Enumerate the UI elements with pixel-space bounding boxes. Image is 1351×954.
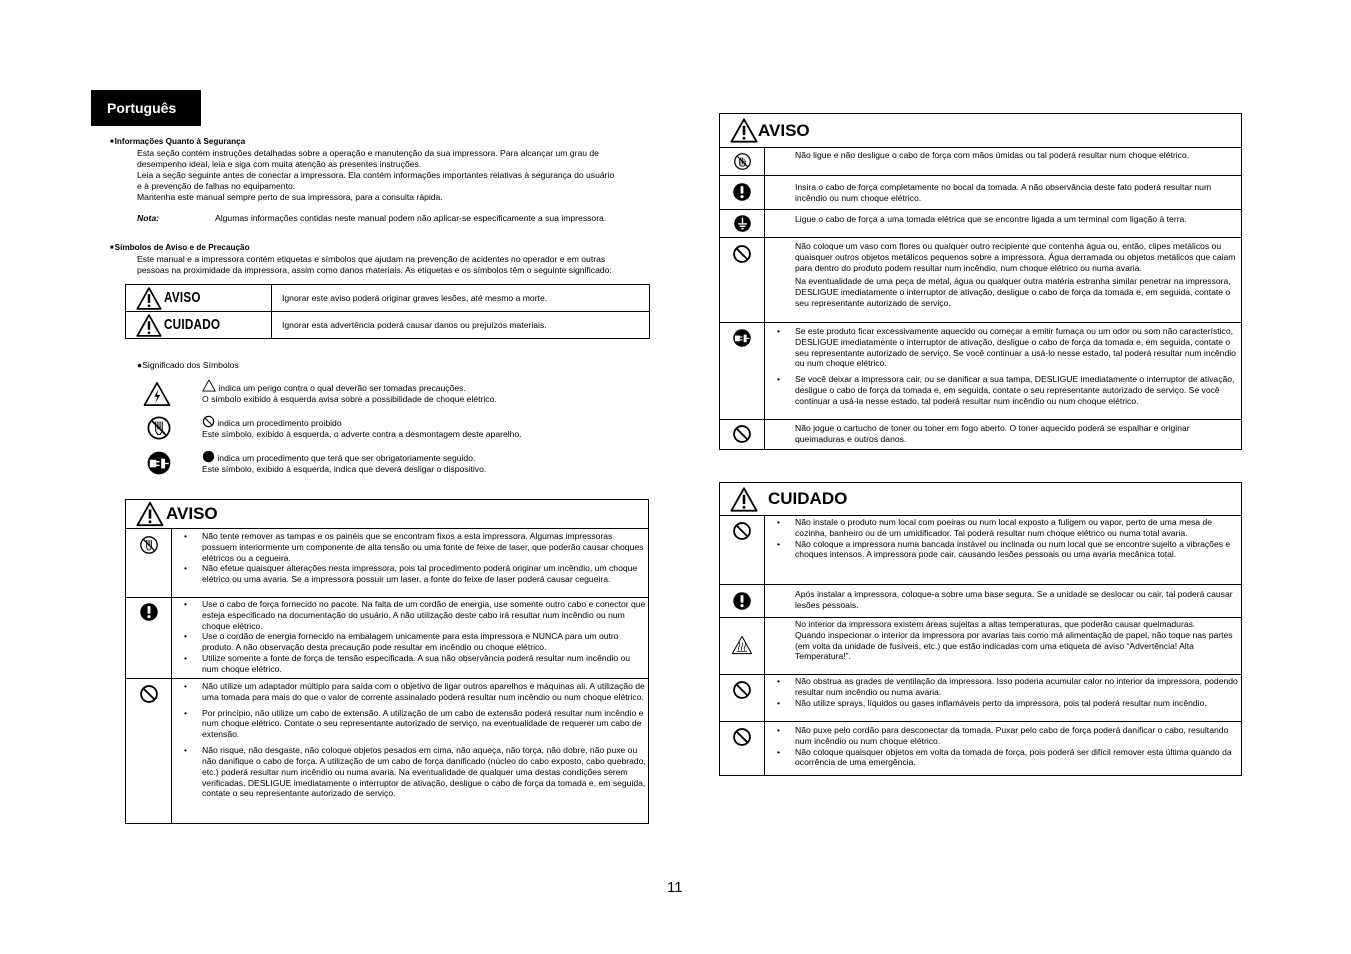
row-text (765, 148, 1241, 175)
symbols-line: Este manual e a impressora contém etiquetas e símbolos que ajudam na prevenção de acidentes no operador e em outras (137, 254, 606, 264)
ground-icon (733, 214, 752, 233)
symbols-meaning-title: ●Significado dos Símbolos (137, 360, 239, 370)
icon-cell (720, 618, 765, 674)
safety-heading: ■ Informações Quanto à Segurança (110, 137, 245, 148)
caution-triangle-icon (136, 313, 162, 338)
warning-row (720, 323, 1241, 420)
mandatory-dot-icon (202, 450, 215, 463)
triangle-shock-icon (143, 381, 171, 407)
signal-row-cuidado (126, 312, 650, 339)
symbol-meaning-text (202, 379, 682, 405)
warning-row (720, 420, 1241, 449)
bullet-item: • Não coloque a impressora numa bancada instável ou inclinada ou num local que se encontre sujeito a vibrações e choques intensos. A impressora pode cair, causando lesões pessoais ou uma avaria mecânica total. (765, 539, 1241, 561)
no-disassemble-icon (146, 415, 172, 441)
bullet-item: • Não utilize um adaptador múltiplo para saída com o objetivo de ligar outros aparelhos e máquinas ali. A utilização de uma tomada para mais do que o valor de corrente assinalado poderá resultar num incêndio ou num choque elétrico. (172, 681, 648, 703)
bullet-item: • Não risque, não desgaste, não coloque objetos pesados em cima, não aqueça, não torça, não dobre, não puxe ou não danifique o cabo de força. A utilização de um cabo de força danificado (núcleo do cabo exposto, cabo quebrado, etc.) poderá resultar num incêndio ou numa avaria. Na eventualidade de qualquer uma destas condições serem verificadas, DESLIGUE imediatamente o interruptor de ativação, desligue o cabo de força da tomada e, em seguida, contate o seu representante autorizado de serviço. (172, 745, 648, 799)
bullet-item: • Use o cabo de força fornecido no pacote. Na falta de um cordão de energia, use somente outro cabo e conector que esteja especificado na documentação do usuário. A não utilização deste cabo irá resultar num incêndio ou num choque elétrico. (172, 599, 648, 631)
warning-triangle-icon (136, 286, 162, 311)
caution-row (720, 585, 1241, 618)
triangle-icon (202, 379, 216, 392)
safety-line: Leia a seção seguinte antes de conectar a impressora. Ela contém informações importantes relativas à segurança do usuário (137, 170, 615, 180)
symbols-line: pessoas na proximidade da impressora, assim como danos materiais. As etiquetas e os símbolos têm o seguinte significado: (137, 265, 612, 275)
row-text (765, 210, 1241, 237)
signal-desc: Ignorar esta advertência poderá causar danos ou prejuízos materiais. (272, 312, 650, 339)
row-text (765, 585, 1241, 617)
meaning-line: indica um perigo contra o qual deverão ser tomadas precauções. (218, 383, 466, 393)
warning-row (126, 679, 648, 823)
row-paragraph: Quando inspecionar o interior da impressora por avarias tais como má alimentação de papel, não toque nas partes (em volta da unidade de fusíveis, etc.) que estão indicadas com uma etiqueta de aviso “Advertência! Alta Temperatura!”. (795, 629, 1233, 662)
icon-cell (126, 529, 172, 597)
bullet-item: • Não puxe pelo cordão para desconectar da tomada. Puxar pelo cabo de força poderá danificar o cabo, resultando num incêndio ou num choque elétrico. (765, 725, 1241, 747)
caution-row (720, 722, 1241, 775)
symbols-intro (137, 254, 677, 276)
symbols-heading: ■ Símbolos de Aviso e de Precaução (110, 243, 250, 254)
prohibited-icon (732, 244, 752, 264)
bullet-item: • Não obstrua as grades de ventilação da impressora. Isso poderia acumular calor no interior da impressora, podendo resultar num incêndio ou numa avaria. (765, 676, 1241, 698)
box-title: AVISO (758, 120, 810, 140)
signal-word-table (125, 284, 650, 339)
warning-row (720, 210, 1241, 238)
signal-word: CUIDADO (164, 316, 221, 334)
row-paragraph: Não coloque um vaso com flores ou qualquer outro recipiente que contenha água ou, então, clipes metálicos ou quaisquer outros objetos metálicos pequenos sobre a impressora. Água derramada ou objetos metálicos que caiam para dentro do produto podem resultar num incêndio, num choque elétrico ou numa avaria. (795, 241, 1236, 273)
safety-intro (137, 148, 677, 203)
row-text (765, 323, 1241, 419)
right-cuidado-box (719, 482, 1242, 776)
bullet-item: • Não coloque quaisquer objetos em volta da tomada de força, pois poderá ser difícil remover esta última quando da ocorrência de uma emergência. (765, 747, 1241, 769)
warning-row (126, 529, 648, 598)
meaning-line: O símbolo exibido à esquerda avisa sobre a possibilidade de choque elétrico. (202, 394, 497, 405)
caution-row (720, 618, 1241, 675)
box-title: AVISO (166, 504, 218, 524)
safety-line: e à prevenção de falhas no equipamento. (137, 181, 296, 191)
icon-cell (720, 420, 765, 449)
warning-row (720, 148, 1241, 176)
row-text (765, 618, 1241, 674)
caution-row (720, 675, 1241, 722)
meaning-line: indica um procedimento proibido (217, 418, 342, 428)
row-text (765, 238, 1241, 322)
page-number: 11 (667, 879, 683, 896)
prohibited-icon (732, 727, 752, 747)
signal-desc: Ignorar este aviso poderá originar graves lesões, até mesmo a morte. (272, 285, 650, 312)
meaning-line: indica um procedimento que terá que ser obrigatoriamente seguido. (217, 453, 476, 463)
unplug-icon (146, 450, 172, 476)
signal-row-aviso (126, 285, 650, 312)
warning-row (720, 238, 1241, 323)
prohibited-icon (732, 424, 752, 444)
box-header (126, 500, 648, 529)
prohibited-icon (202, 415, 215, 428)
mandatory-icon (139, 602, 159, 622)
mandatory-icon (732, 182, 752, 202)
safety-line: desempenho ideal, leia e siga com muita atenção as presentes instruções. (137, 159, 422, 169)
bullet-item: • Não instale o produto num local com poeiras ou num local exposto a fuligem ou vapor, perto de uma mesa de cozinha, banheiro ou de um umidificador. Tal poderá resultar num choque elétrico ou numa total avaria. (765, 517, 1241, 539)
bullet-item: • Por princípio, não utilize um cabo de extensão. A utilização de um cabo de extensão poderá resultar num incêndio e num choque elétrico. Contate o seu representante autorizado de serviço, na eventualidade de requerer um cabo de extensão. (172, 708, 648, 740)
prohibited-icon (732, 680, 752, 700)
icon-cell (140, 379, 176, 410)
meaning-line: Este símbolo, exibido à esquerda, indica que deverá desligar o dispositivo. (202, 464, 487, 475)
warning-row (720, 176, 1241, 210)
row-paragraph: Na eventualidade de uma peça de metal, água ou qualquer outra matéria estranha similar penetrar na impressora, DESLIGUE imediatamente o interruptor de ativação, desligue o cabo de força da tomada e, em seguida, contate o seu representante autorizado de serviço. (795, 276, 1231, 309)
bullet-item: • Use o cordão de energia fornecido na embalagem unicamente para esta impressora e NUNCA para um outro produto. A não observação desta precaução pode resultar em incêndio ou choque elétrico. (172, 631, 648, 653)
box-header (720, 114, 1241, 148)
icon-cell (720, 585, 765, 617)
bullet-item: • Não utilize sprays, líquidos ou gases inflamáveis perto da impressora, pois tal poderá resultar num incêndio. (765, 698, 1241, 709)
bullet-item: • Não tente remover as tampas e os painéis que se encontram fixos a esta impressora. Algumas impressoras possuem interiormente um componente de alta tensão ou uma fonte de feixe de laser, que poderão causar choques elétricos ou a cegueira. (172, 531, 648, 563)
symbol-meaning-text (202, 450, 682, 475)
warning-triangle-icon (730, 117, 758, 144)
bullet-item: • Se este produto ficar excessivamente aquecido ou começar a emitir fumaça ou um odor ou som não característico, DESLIGUE imediatamente o interruptor de ativação, desligue o cabo de força da tomada e, em seguida, contate o seu representante autorizado de serviço. Se você continuar a usá-lo nesse estado, tal poderá resultar num incêndio ou num choque elétrico. (765, 326, 1241, 369)
signal-word-cell (126, 285, 272, 312)
bullet-item: • Utilize somente a fonte de força de tensão especificada. A sua não observância poderá resultar num incêndio ou num choque elétrico. (172, 653, 648, 675)
row-text (172, 598, 648, 678)
hot-surface-icon (731, 635, 753, 655)
note-text: Algumas informações contidas neste manual podem não aplicar-se especificamente a sua impressora. (215, 213, 607, 223)
unplug-icon (732, 328, 752, 348)
no-disassemble-icon (139, 535, 159, 555)
caution-triangle-icon (730, 486, 758, 513)
box-title: CUIDADO (768, 489, 848, 509)
signal-word-cell (126, 312, 272, 339)
row-text (765, 176, 1241, 209)
box-header (720, 483, 1241, 516)
safety-line: Mantenha este manual sempre perto de sua impressora, para a consulta rápida. (137, 192, 443, 202)
icon-cell (720, 238, 765, 322)
right-aviso-box (719, 113, 1242, 450)
row-text (172, 529, 648, 597)
warning-row (126, 598, 648, 679)
symbol-meaning-text (202, 415, 682, 440)
left-aviso-box (125, 499, 649, 824)
note-label: Nota: (137, 213, 159, 223)
warning-triangle-icon (136, 501, 164, 527)
icon-cell (126, 679, 172, 823)
row-text (765, 675, 1241, 721)
icon-cell (720, 323, 765, 419)
icon-cell (720, 675, 765, 721)
row-paragraph: Após instalar a impressora, coloque-a sobre uma base segura. Se a unidade se deslocar ou cair, tal poderá causar lesões pessoais. (795, 589, 1233, 610)
signal-word: AVISO (164, 289, 202, 307)
icon-cell (720, 176, 765, 209)
caution-row (720, 516, 1241, 585)
language-tab: Português (91, 90, 201, 126)
icon-cell (720, 210, 765, 237)
row-paragraph: Insira o cabo de força completamente no bocal da tomada. A não observância deste fato poderá resultar num incêndio ou num choque elétrico. (795, 182, 1212, 203)
row-text (765, 516, 1241, 584)
row-paragraph: Ligue o cabo de força a uma tomada elétrica que se encontre ligada a um terminal com ligação à terra. (795, 214, 1187, 224)
row-paragraph: Não jogue o cartucho de toner ou toner em fogo aberto. O toner aquecido poderá se espalhar e originar queimaduras e outros danos. (795, 423, 1190, 444)
no-wet-hands-icon (733, 152, 752, 171)
mandatory-icon (732, 591, 752, 611)
bullet-item: • Não efetue quaisquer alterações nesta impressora, pois tal procedimento poderá originar um incêndio, um choque elétrico ou uma avaria. Se a impressora possuir um laser, a fonte do feixe de laser poderá causar cegueira. (172, 563, 648, 585)
icon-cell (140, 450, 176, 479)
icon-cell (720, 148, 765, 175)
row-text (765, 420, 1241, 449)
row-paragraph: Não ligue e não desligue o cabo de força com mãos úmidas ou tal poderá resultar num choque elétrico. (795, 150, 1190, 160)
prohibited-icon (139, 684, 159, 704)
row-paragraph: No interior da impressora existem áreas sujeitas a altas temperaturas, que poderão causar queimaduras. (795, 619, 1196, 629)
meaning-line: Este símbolo, exibido à esquerda, o adverte contra a desmontagem deste aparelho. (202, 429, 522, 440)
safety-line: Esta seção contém instruções detalhadas sobre a operação e manutenção da sua impressora. Para alcançar um grau de (137, 148, 599, 158)
icon-cell (126, 598, 172, 678)
prohibited-icon (732, 521, 752, 541)
icon-cell (720, 722, 765, 775)
bullet-item: • Se você deixar a impressora cair, ou se danificar a sua tampa, DESLIGUE imediatamente o interruptor de ativação, desligue o cabo de força da tomada e, em seguida, contate o seu representante autorizado de serviço. Se você continuar a usá-la nesse estado, tal poderá resultar num incêndio ou num choque elétrico. (765, 374, 1241, 406)
row-text (765, 722, 1241, 775)
icon-cell (720, 516, 765, 584)
icon-cell (140, 415, 176, 444)
row-text (172, 679, 648, 823)
